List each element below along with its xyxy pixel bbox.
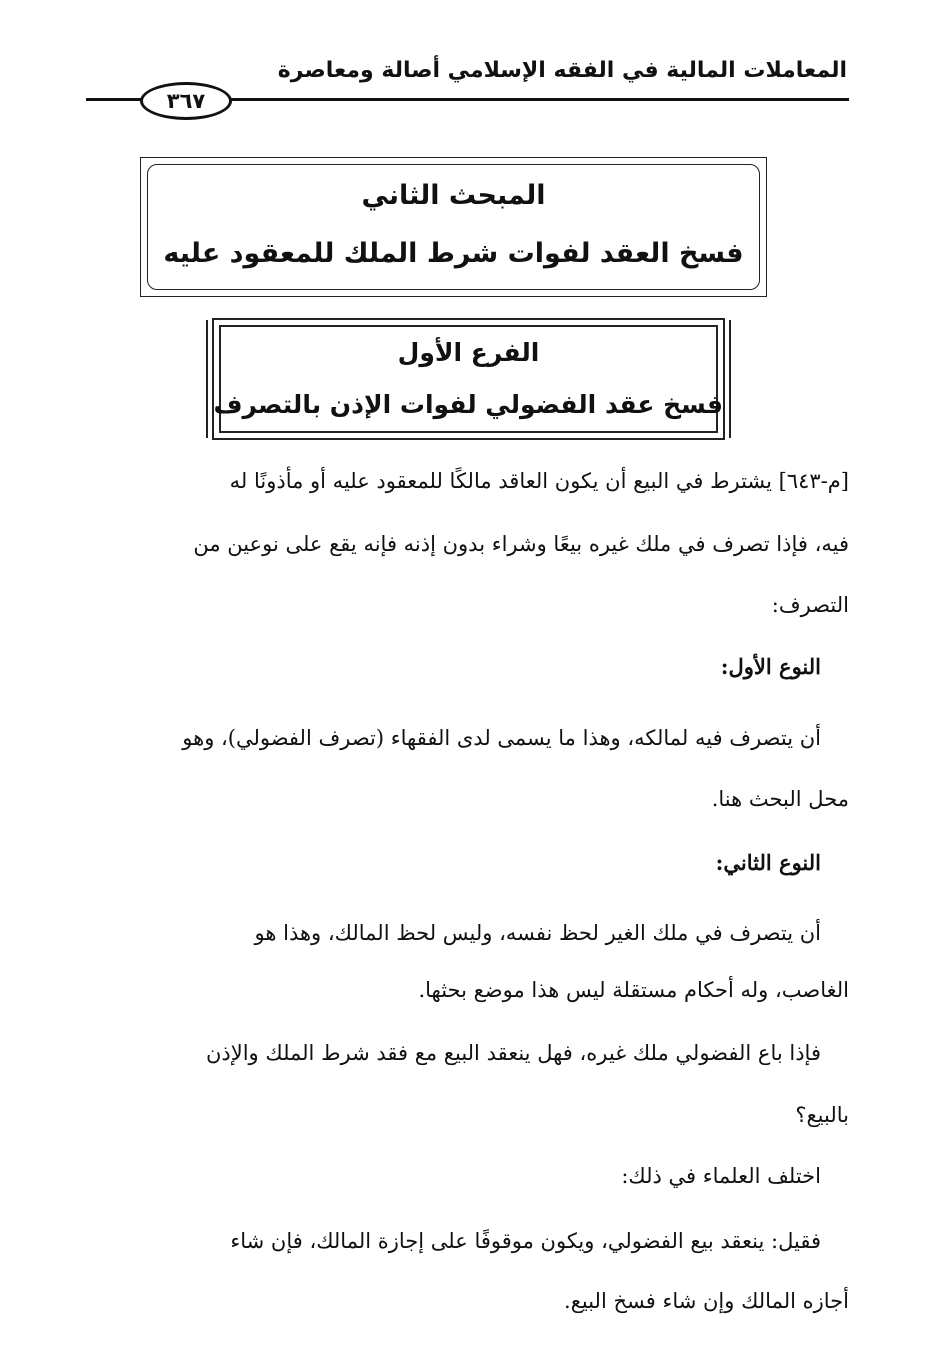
body-line: [م-٦٤٣] يشترط في البيع أن يكون العاقد مالكًا للمعقود عليه أو مأذونًا له: [229, 469, 849, 493]
frame-ornament-right: [723, 320, 731, 438]
body-line: بالبيع؟: [795, 1103, 849, 1127]
branch-title: فسخ عقد الفضولي لفوات الإذن بالتصرف: [213, 390, 723, 419]
frame-ornament-left: [206, 320, 214, 438]
body-line: فيه، فإذا تصرف في ملك غيره بيعًا وشراء بدون إذنه فإنه يقع على نوعين من: [193, 532, 849, 556]
section-heading-frame: [140, 157, 767, 297]
body-line: أن يتصرف في ملك الغير لحظ نفسه، وليس لحظ المالك، وهذا هو: [254, 921, 821, 945]
section-label: المبحث الثاني: [361, 180, 546, 211]
branch-heading-frame: [212, 318, 725, 440]
subheading-second-type: النوع الثاني:: [715, 850, 821, 875]
branch-label: الفرع الأول: [397, 338, 540, 367]
body-line: أن يتصرف فيه لمالكه، وهذا ما يسمى لدى الفقهاء (تصرف الفضولي)، وهو: [182, 726, 821, 750]
running-header-title: المعاملات المالية في الفقه الإسلامي أصالة ومعاصرة: [277, 58, 847, 83]
body-line: فإذا باع الفضولي ملك غيره، فهل ينعقد البيع مع فقد شرط الملك والإذن: [205, 1041, 821, 1065]
body-line: محل البحث هنا.: [711, 787, 849, 811]
body-line: أجازه المالك وإن شاء فسخ البيع.: [564, 1289, 849, 1313]
subheading-first-type: النوع الأول:: [720, 654, 821, 679]
page-number: ٣٦٧: [140, 82, 232, 120]
body-line: الغاصب، وله أحكام مستقلة ليس هذا موضع بحثها.: [418, 978, 849, 1002]
body-line: فقيل: ينعقد بيع الفضولي، ويكون موقوفًا على إجازة المالك، فإن شاء: [230, 1229, 821, 1253]
body-line: التصرف:: [771, 593, 849, 617]
section-title: فسخ العقد لفوات شرط الملك للمعقود عليه: [163, 238, 744, 269]
body-line: اختلف العلماء في ذلك:: [621, 1164, 821, 1188]
